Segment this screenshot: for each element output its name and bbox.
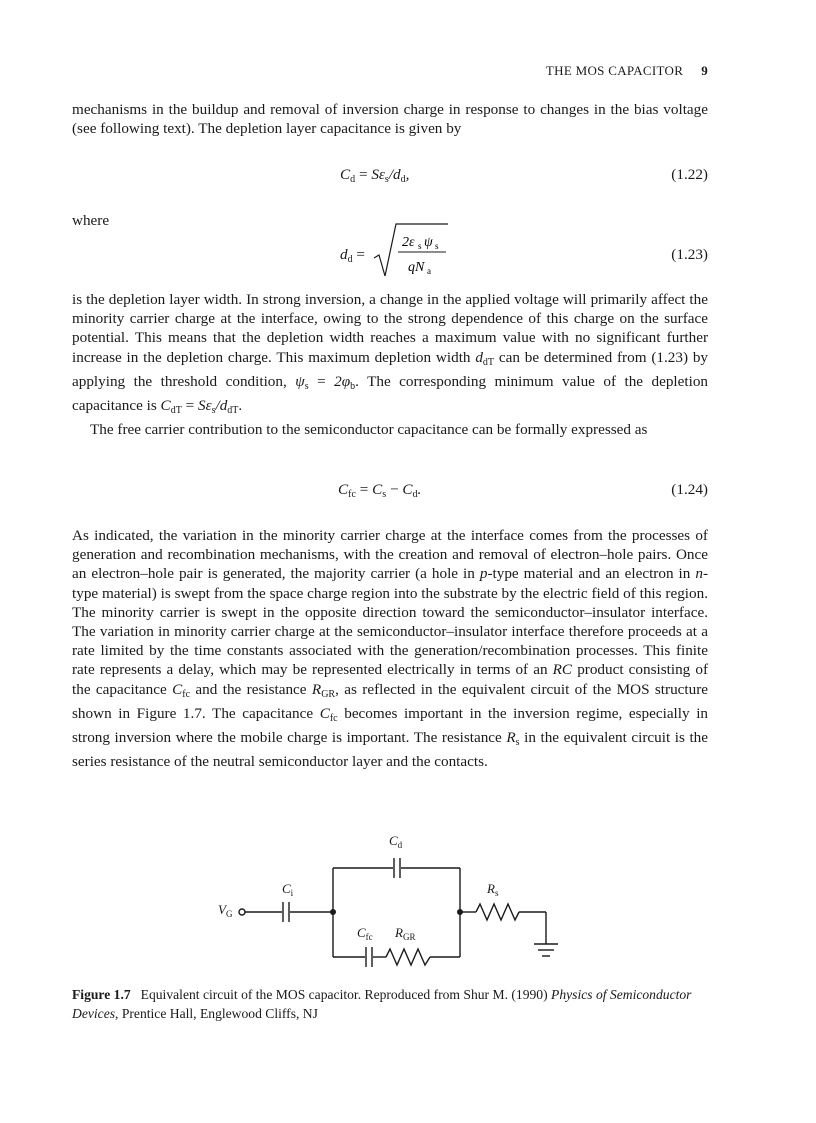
svg-text:qN: qN xyxy=(408,260,425,275)
where-text: where xyxy=(72,212,110,229)
para3-text-5: and the resistance xyxy=(195,680,307,698)
para3-text-2: -type material and an electron in xyxy=(487,565,691,583)
vg-terminal xyxy=(239,909,245,915)
eq-1-22-number: (1.22) xyxy=(671,166,708,183)
label-cd: $C_d$ xyxy=(389,833,403,850)
caption-publisher: , Prentice Hall, Englewood Cliffs, NJ xyxy=(115,1006,318,1021)
label-cfc: $C_{fc}$ xyxy=(357,925,373,942)
para2-text-1: is the depletion layer width. In strong inversion, a change in the applied voltage will primarily affect the minority carrier charge at the interface, owing to the strong dependence of this charge on the surface potential. This means that the depletion width reaches a maximum value with no significant further increase in the depletion charge. This maximum depletion width xyxy=(72,291,708,366)
para3-text-3: -type material) is swept from the space charge region into the substrate by the electric field of this region. The minority carrier is swept in the opposite direction toward the semiconductor–insulator interface. The variation in minority carrier charge at the semiconductor–insulator interface therefore proceeds at a rate limited by the time constants associated with the generation/recombination processes. This finite rate represents a delay, which may be represented electrically in terms of an xyxy=(72,565,709,679)
rgr-resistor xyxy=(386,949,430,965)
caption-book-title: Physics of Semiconductor Devices xyxy=(72,987,692,1021)
paragraph-3: As indicated, the variation in the minority carrier charge at the interface comes from the processes of generation and recombination mechanisms, with the creation and removal of electron–hole pairs. Once an electron–hole pair is generated, the majority carrier (a hole in p-type material and an electron in n-type material) is swept from the space charge region into the substrate by the electric field of this region. The minority carrier is swept in the opposite direction toward the semiconductor–insulator interface. The variation in minority carrier charge at the semiconductor–insulator interface therefore proceeds at a rate limited by the time constants associated with the generation/recombination processes. This finite rate represents a delay, which may be represented electrically in terms of an RC product consisting of the capacitance $C_{fc}$ and the resistance $R_{GR}$, as reflected in the equivalent circuit of the MOS structure shown in Figure 1.7. The capacitance $C_{fc}$ becomes important in the inversion regime, especially in strong inversion where the mobile charge is important. The resistance $R_s$ in the equivalent circuit is the series resistance of the neutral semiconductor layer and the contacts. xyxy=(72,527,709,771)
paragraph-2: is the depletion layer width. In strong inversion, a change in the applied voltage will primarily affect the minority carrier charge at the interface, owing to the strong dependence of this charge on the surface potential. This means that the depletion width reaches a maximum value with no significant further increase in the depletion charge. This maximum depletion width $d_{dT}$ can be determined from (1.23) by applying the threshold condition, $\psi_s = 2\varphi_b$. The corresponding minimum value of the depletion capacitance is $C_{dT} = S\varepsilon_s/d_{dT}$. The free carrier contribution to the semiconductor capacitance can be formally expressed as xyxy=(72,291,709,439)
svg-text:a: a xyxy=(427,266,431,276)
para3-text-8: in the equivalent circuit is the series resistance of the neutral semiconductor layer and the contacts. xyxy=(72,729,709,771)
svg-text:s: s xyxy=(435,241,439,251)
para3-text-7: becomes important in the inversion regime, especially in strong inversion where the mobile charge is important. The resistance xyxy=(72,704,709,747)
eq-1-23-number: (1.23) xyxy=(671,246,708,263)
svg-text:ψ: ψ xyxy=(424,235,433,250)
junction-right xyxy=(457,909,463,915)
para3-text-6: , as reflected in the equivalent circuit of the MOS structure shown in Figure 1.7. The capacitance xyxy=(72,680,709,722)
eq-1-24-body: $C_{fc} = C_s - C_d$. xyxy=(338,481,422,500)
svg-text:s: s xyxy=(418,241,422,251)
label-rs: $R_s$ xyxy=(487,881,499,898)
eq-1-24-number: (1.24) xyxy=(671,481,708,498)
label-ci: $C_i$ xyxy=(282,881,294,898)
label-rgr: $R_{GR}$ xyxy=(395,925,416,942)
running-title: THE MOS CAPACITOR xyxy=(545,63,684,78)
page-number: 9 xyxy=(701,63,708,78)
para2-text-5: The free carrier contribution to the semiconductor capacitance can be formally expressed as xyxy=(90,421,648,439)
para2-text-4: . xyxy=(238,397,243,415)
para3-text-1: As indicated, the variation in the minority carrier charge at the interface comes from the processes of generation and recombination mechanisms, with the creation and removal of electron–hole pairs. Once an electron–hole pair is generated, the majority carrier (a hole in xyxy=(72,527,708,583)
label-vg: $V_G$ xyxy=(218,902,233,919)
rs-resistor xyxy=(476,904,519,920)
para2-text-2: can be determined from (1.23) by applying the threshold condition, xyxy=(72,348,709,390)
svg-text:2ε: 2ε xyxy=(402,235,415,250)
eq-1-23-lhs: $d_d$ = xyxy=(340,246,365,265)
para3-text-4: product consisting of the capacitance xyxy=(72,661,709,698)
caption-label: Figure 1.7 xyxy=(72,987,131,1002)
junction-left xyxy=(330,909,336,915)
paragraph-1: mechanisms in the buildup and removal of inversion charge in response to changes in the bias voltage (see following text). The depletion layer capacitance is given by xyxy=(72,101,708,138)
figure-caption xyxy=(72,985,708,1023)
eq-1-22-body: $C_d = S\varepsilon_s/d_d$, xyxy=(340,166,410,185)
para2-text-3: . The corresponding minimum value of the depletion capacitance is xyxy=(72,372,709,415)
caption-text: Equivalent circuit of the MOS capacitor. Reproduced from Shur M. (1990) xyxy=(140,987,548,1002)
